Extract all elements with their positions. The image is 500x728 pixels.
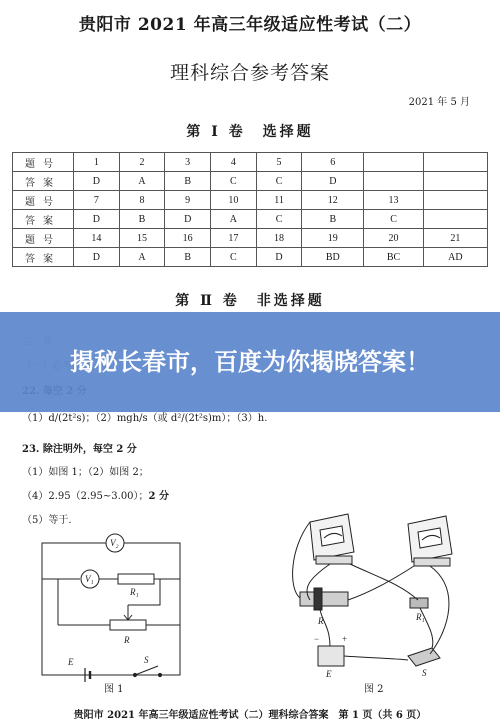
answer-table-cell (423, 172, 487, 191)
figure-2-caption: 图 2 (364, 684, 384, 695)
switch-s-icon (135, 666, 158, 675)
answer-table-cell: 17 (211, 229, 257, 248)
answer-table-cell: D (302, 172, 364, 191)
answer-table-cell: C (256, 210, 302, 229)
rheostat-r-icon (110, 620, 146, 630)
fig1-label-r1: R₁ (130, 587, 139, 597)
switch-icon (408, 648, 440, 666)
answer-table-row-label: 答案 (13, 210, 74, 229)
answer-table-cell: 8 (119, 191, 165, 210)
resistor-r1-icon (410, 598, 428, 608)
page-title: 贵阳市 2021 年高三年级适应性考试（二） (78, 15, 422, 35)
answer-table-cell: 10 (211, 191, 257, 210)
answer-table-cell (423, 210, 487, 229)
fig2-label-minus: − (314, 634, 320, 644)
answer-table-cell: 12 (302, 191, 364, 210)
answer-table-cell: D (74, 248, 120, 267)
resistor-r1-icon (118, 574, 154, 584)
exam-date: 2021 年 5 月 (408, 97, 470, 108)
fig2-label-r: R (318, 616, 324, 626)
section-1-heading: 第 Ⅰ 卷 选择题 (186, 124, 314, 140)
answer-table-cell: AD (423, 248, 487, 267)
answer-table-cell: 11 (256, 191, 302, 210)
answer-table-cell: D (256, 248, 302, 267)
answer-table-cell: C (256, 172, 302, 191)
fig1-label-r: R (124, 635, 130, 645)
answer-table-cell: 4 (211, 153, 257, 172)
answer-table-cell: 1 (74, 153, 120, 172)
answer-table-row (13, 210, 488, 229)
answer-table-cell: 19 (302, 229, 364, 248)
answer-table-cell: 5 (256, 153, 302, 172)
answer-table-cell: A (119, 248, 165, 267)
answer-table-cell: 6 (302, 153, 364, 172)
q22-answer: （1）d/(2t²s)；（2）mgh/s（或 d²/(2t²s)m）；（3）h. (22, 413, 268, 424)
answer-table-cell (364, 153, 424, 172)
answer-table-cell: 15 (119, 229, 165, 248)
answer-table-row-label: 答案 (13, 172, 74, 191)
answer-table-row (13, 229, 488, 248)
answer-table-cell: B (165, 172, 211, 191)
page-footer: 贵阳市 2021 年高三年级适应性考试（二）理科综合答案 第 1 页（共 6 页） (73, 710, 427, 721)
section-2-heading: 第 Ⅱ 卷 非选择题 (175, 293, 325, 309)
answer-table-row-label: 答案 (13, 248, 74, 267)
answer-table-cell: 7 (74, 191, 120, 210)
answer-table-row (13, 191, 488, 210)
answer-table-cell: 18 (256, 229, 302, 248)
answer-table-row (13, 153, 488, 172)
answer-table-cell: C (364, 210, 424, 229)
answer-table-cell: A (119, 172, 165, 191)
fig2-label-plus: + (342, 634, 348, 644)
q23-line-5: （5）等于. (22, 515, 72, 526)
answer-table-row-label: 题号 (13, 229, 74, 248)
answer-table-cell: C (211, 248, 257, 267)
figure-1-caption: 图 1 (104, 684, 124, 695)
fig2-label-e: E (326, 669, 332, 678)
q23-heading: 23. 除注明外，每空 2 分 (22, 444, 137, 455)
answer-table-row (13, 172, 488, 191)
q23-line-1: （1）如图 1；（2）如图 2； (22, 467, 149, 478)
battery-icon (318, 646, 344, 666)
page-subtitle: 理科综合参考答案 (169, 62, 330, 84)
answer-table (12, 152, 488, 267)
answer-table-cell: BC (364, 248, 424, 267)
q23-line-4 (22, 487, 169, 502)
answer-table-cell: 20 (364, 229, 424, 248)
answer-table-cell: A (211, 210, 257, 229)
fig2-label-s: S (422, 668, 427, 678)
answer-table-cell (423, 191, 487, 210)
answer-table-cell: BD (302, 248, 364, 267)
answer-table-cell: B (165, 248, 211, 267)
answer-table-cell: C (211, 172, 257, 191)
answer-table-row-label: 题号 (13, 191, 74, 210)
answer-table-cell: 21 (423, 229, 487, 248)
fig1-label-e: E (68, 657, 74, 667)
promo-banner[interactable] (0, 312, 500, 412)
answer-table-cell: D (165, 210, 211, 229)
q23-line-4-text: （4）2.95（2.95~3.00）； (22, 491, 149, 502)
answer-table-cell: 9 (165, 191, 211, 210)
fig1-label-s: S (144, 655, 149, 665)
answer-table-cell: 13 (364, 191, 424, 210)
promo-banner-text: 揭秘长春市，百度为你揭晓答案！ (70, 348, 430, 376)
answer-table-cell: 16 (165, 229, 211, 248)
answer-table-cell: B (302, 210, 364, 229)
fig1-label-v1: V₁ (85, 574, 94, 584)
answer-table-row (13, 248, 488, 267)
answer-table-cell: 14 (74, 229, 120, 248)
answer-table-cell: D (74, 210, 120, 229)
figure-2-wiring (290, 508, 470, 678)
answer-table-cell (364, 172, 424, 191)
answer-table-cell: B (119, 210, 165, 229)
answer-table-cell: 3 (165, 153, 211, 172)
answer-table-cell (423, 153, 487, 172)
answer-table-cell: 2 (119, 153, 165, 172)
q23-line-4-points: 2 分 (148, 491, 169, 502)
answer-table-row-label: 题号 (13, 153, 74, 172)
answer-table-cell: D (74, 172, 120, 191)
figure-1-circuit (30, 525, 200, 695)
fig2-label-r1: R₁ (416, 612, 425, 622)
fig1-label-v2: V₂ (110, 538, 119, 548)
outer-circuit-wire (42, 543, 180, 675)
